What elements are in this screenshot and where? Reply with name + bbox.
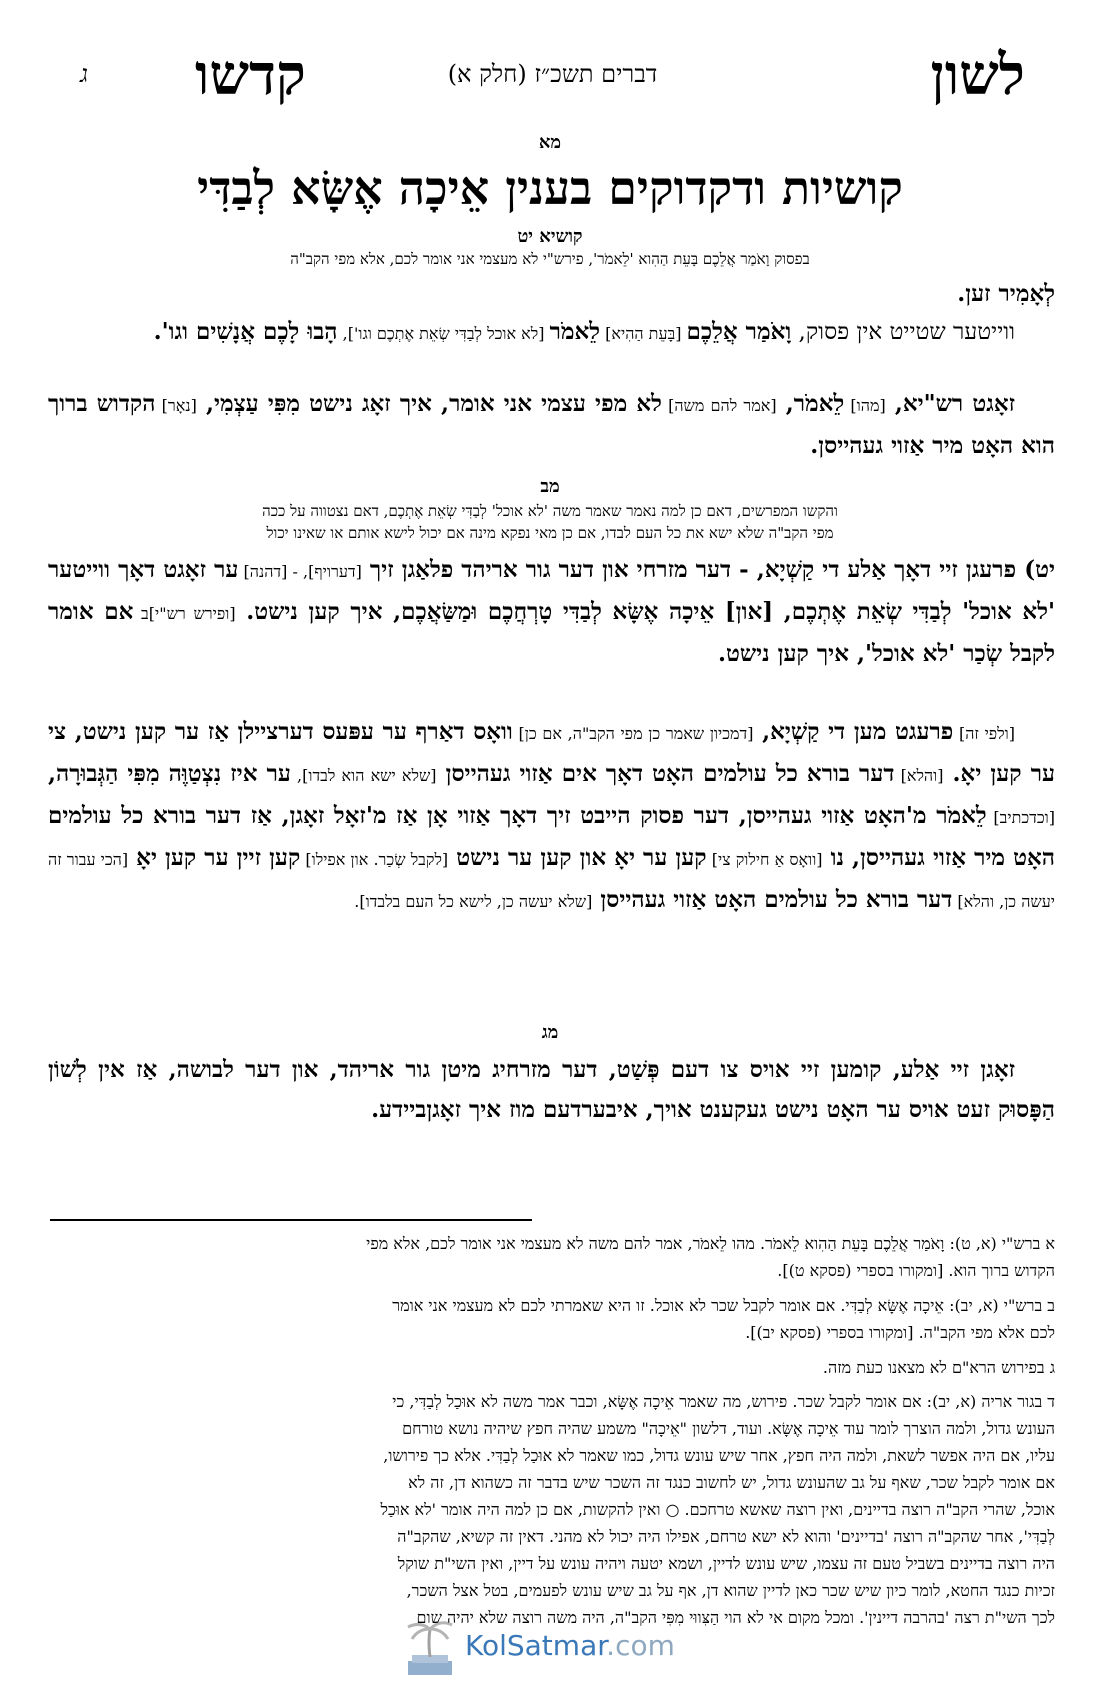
text-run: [דמכיון שאמר כן מפי הקב"ה, אם כן] xyxy=(512,724,754,743)
text-run: קען ער יאָ און קען ער נישט xyxy=(448,844,707,871)
watermark-text xyxy=(465,1629,675,1662)
text-run: דער בורא כל עולמים האָט אַזוי געהייסן xyxy=(592,886,953,913)
text-run: ער איז נִצְטַוֶּה מִפִּי הַגְּבוּרָה, xyxy=(48,760,291,787)
text-run: [והלא] xyxy=(894,766,944,785)
text-run: ער זאָגט דאָך ווייטער 'לא אוכל' לְבַדִּי שְׂאֵת אֶתְכֶם, [און] אֵיכָה אֶשָּׂא לְבַדִּי טָרְחֲכֶם וּמַשַּׂאֲכֶם, איך קען נישט. xyxy=(48,556,1055,625)
text-run: קען זיין ער קען יאָ xyxy=(128,844,301,871)
footnote-line: ב ברש"י (א, יב): אֵיכָה אֶשָּׂא לְבַדִּי. אם אומר לקבל שכר לא אוכל. זו היא שאמרתי לכם לא מעצמי אני אומר xyxy=(392,1296,1055,1315)
footnote-a xyxy=(48,1230,1055,1284)
footnote-line: העונש גדול, ולמה הוצרך לומר עוד אֵיכָה אֶשָּׂא. ועוד, דלשון "אֵיכָה" משמע שהיה חפץ שיהיה נושא טורחם xyxy=(402,1419,1055,1438)
paragraph-41-1 xyxy=(48,274,1055,314)
text-run: [וכדכתיב] xyxy=(986,808,1055,827)
text-run: לֵאמֹר, xyxy=(776,390,845,417)
footnote-line: אם אומר לקבל שכר, שאף על גב שהעונש גדול, יש לחשוב כנגד זה השכר שיש בדבר זה כשהוא דן, זה לא xyxy=(408,1473,1055,1492)
section-title: קושיות ודקדוקים בענין אֵיכָה אֶשָּׂא לְבַדִּי xyxy=(197,161,903,215)
section-number-43: מג xyxy=(541,1022,559,1043)
footnote-line: זכיות כנגד החטא, לומר כיון שיש שכר כאן לדיין שהוא דן, אף על גב שיש עונש לפעמים, בטל אצל השכר, xyxy=(406,1581,1055,1600)
text-run: [דערויף], - [דהנה] xyxy=(238,562,362,581)
text-run: לְאָמִיר זען. xyxy=(957,280,1055,307)
text-run: [לא אוכל לְבַדִּי שְׂאֵת אֶתְכֶם וגו'], xyxy=(337,324,550,343)
text-run: לא מפי עצמי אני אומר, איך זאָג נישט מִפִּי עַצְמִי, xyxy=(196,390,662,417)
kushya-label: קושיא יט xyxy=(517,226,583,247)
header-center-title: דברים תשכ״ז (חלק א) xyxy=(447,60,658,88)
text-run: [ופירש רש"י]ב xyxy=(133,604,236,623)
text-run: אם אומר לקבל שְׂכַר 'לא אוכל', איך קען נישט. xyxy=(48,598,1055,667)
footnote-g xyxy=(48,1354,1055,1381)
text-run: וָאֹמַר אֲלֵכֶם xyxy=(686,318,792,345)
source-line: בפסוק וָאֹמַר אֲלֵכֶם בָּעֵת הַהִוא 'לֵאמֹר', פירש"י לא מעצמי אני אומר לכם, אלא מפי הקב"ה xyxy=(290,250,810,268)
watermark-suffix: .com xyxy=(606,1629,675,1662)
footnote-line: ד בגור אריה (א, יב): אם אומר לקבל שכר. פירוש, מה שאמר אֵיכָה אֶשָּׂא, וכבר אמר משה לא אוּכַל לְבַדִּי, כי xyxy=(392,1392,1055,1411)
text-run: [נאָר] xyxy=(155,396,197,415)
page-header xyxy=(80,40,1025,110)
text-run: הקדוש ברוך הוא האָט מיר אַזוי געהייסן. xyxy=(48,390,1055,459)
text-run: [ולפי זה] xyxy=(953,724,1015,743)
footnote-divider xyxy=(50,1219,532,1221)
footnote-line: לְבַדִּי', אחר שהקב"ה רוצה 'בדיינים' והוא לא ישא טרחם, אפילו היה יכול לא מהני. דאין זה קשיא, שהקב"ה xyxy=(397,1527,1055,1546)
watermark-logo xyxy=(400,1615,680,1685)
footnote-line: לכך השי"ת רצה 'בהרבה דיינין'. ומכל מקום אי לא הוי הַצִּווּי מִפִּי הקב"ה, היה משה רוצה שלא יהיה שום xyxy=(416,1608,1055,1627)
section-42-note-line-1: והקשו המפרשים, דאם כן למה נאמר שאמר משה 'לא אוכל' לְבַדִּי שְׂאֵת אֶתְכֶם, דאם נצטווה על ככה xyxy=(262,502,838,520)
section-number-42: מב xyxy=(540,476,560,497)
watermark-brand: KolSatmar xyxy=(465,1629,607,1662)
paragraph-41-3 xyxy=(48,384,1055,466)
footnote-line: היה רוצה בדיינים בשביל טעם זה עצמו, שיש עונש לדיין, ושמא יטעה ויהיה עונש על דיין, ואין השי"ת שוקל xyxy=(397,1554,1055,1573)
paragraph-42-2 xyxy=(48,712,1055,922)
text-run: דער בורא כל עולמים האָט דאָך אים אַזוי געהייסן xyxy=(436,760,895,787)
text-run: זאָגן זיי אַלע, קומען זיי אויס צו דעם פְּשַׁט, דער מזרחיג מיטן גור אריהד, און דער לבושה, אַז אין לְשׁוֹן הַפָּסוּק זעט אויס ער האָט נישט געקענט אויך, איבערדעם מוז איך זאָגןביידע. xyxy=(48,1056,1055,1123)
text-run: [מהו] xyxy=(844,396,886,415)
footnote-line: אוכל, שהרי הקב"ה רוצה בדיינים, ואין רוצה שאשא טרחכם. ○ ואין להקשות, אם כן למה היה אומר 'לא אוּכַל xyxy=(380,1500,1055,1519)
text-run: [וואָס אַ חילוק צי] xyxy=(706,850,823,869)
paragraph-43-1 xyxy=(48,1050,1055,1130)
footnote-line: עליו, אם היה אפשר לשאת, ולמה היה חפץ, אחר שיש עונש גדול, כמו שאמר לא אוּכַל לְבַדִּי. אלא כך פירושו, xyxy=(383,1446,1055,1465)
footnote-line: הקדוש ברוך הוא. [ומקורו בספרי (פסקא ט)]. xyxy=(777,1261,1055,1280)
footnote-line: לכם אלא מפי הקב"ה. [ומקורו בספרי (פסקא יב)]. xyxy=(745,1323,1055,1342)
text-run: הָבוּ לָכֶם אֲנָשִׁים וגו'. xyxy=(153,318,338,345)
section-42-note-line-2: מפי הקב"ה שלא ישא את כל העם לבדו, אם כן מאי נפקא מינה אם יכול לישא אותם או שאינו יכול xyxy=(266,524,834,542)
text-run: לֵאמֹר מ'האָט אַזוי געהייסן, דער פסוק הייבט זיך דאָך אַזוי אָן אַז מ'זאָל זאָגן, אַז דער בורא כל עולמים האָט מיר אַזוי געהייסן, נו xyxy=(48,802,1056,871)
text-run: יט) פרעגן זיי דאָך אַלע די קַשְׁיָא, - דער מזרחי און דער גור אריהד פלאַגן זיך xyxy=(361,556,1055,583)
section-number-41: מא xyxy=(538,132,562,153)
text-run: וואָס דאַרף ער עפּעס דערציילן אַז ער קען נישט, צי ער קען יאָ. xyxy=(48,718,1056,787)
header-left-word: קדשו xyxy=(195,42,306,108)
footnote-line: א ברש"י (א, ט): וָאֹמַר אֲלֵכֶם בָּעֵת הַהִוא לֵאמֹר. מהו לֵאמֹר, אמר להם משה לא מעצמי אני אומר לכם, אלא מפי xyxy=(366,1234,1055,1253)
paragraph-41-2 xyxy=(48,312,1055,354)
header-right-word: לשון xyxy=(930,42,1025,108)
footnote-line: ג בפירוש הרא"ם לא מצאנו כעת מזה. xyxy=(822,1358,1055,1377)
text-run: [הכי עבור זה יעשה כן, והלא] xyxy=(48,850,1055,911)
footnote-d xyxy=(48,1388,1055,1631)
palm-tree-icon xyxy=(400,1615,460,1679)
text-run: ווייטער שטייט אין פסוק, xyxy=(791,319,1015,345)
text-run: לֵאמֹר xyxy=(549,318,601,345)
page-number: ג xyxy=(80,60,88,88)
text-run: פרעגט מען די קַשְׁיָא, xyxy=(753,718,954,745)
text-run: [אמר להם משה] xyxy=(661,396,777,415)
text-run: [לקבל שְׂכַר. און אפילו] xyxy=(300,850,449,869)
footnote-b xyxy=(48,1292,1055,1346)
text-run: זאָגט רש"יא, xyxy=(885,390,1015,417)
text-run: [שלא ישא הוא לבדו], xyxy=(290,766,437,785)
text-run: [שלא יעשה כן, לישא כל העם בלבדו]. xyxy=(354,892,593,911)
text-run: [בָּעֵת הַהִיא] xyxy=(600,324,687,343)
paragraph-42-1 xyxy=(48,550,1055,674)
